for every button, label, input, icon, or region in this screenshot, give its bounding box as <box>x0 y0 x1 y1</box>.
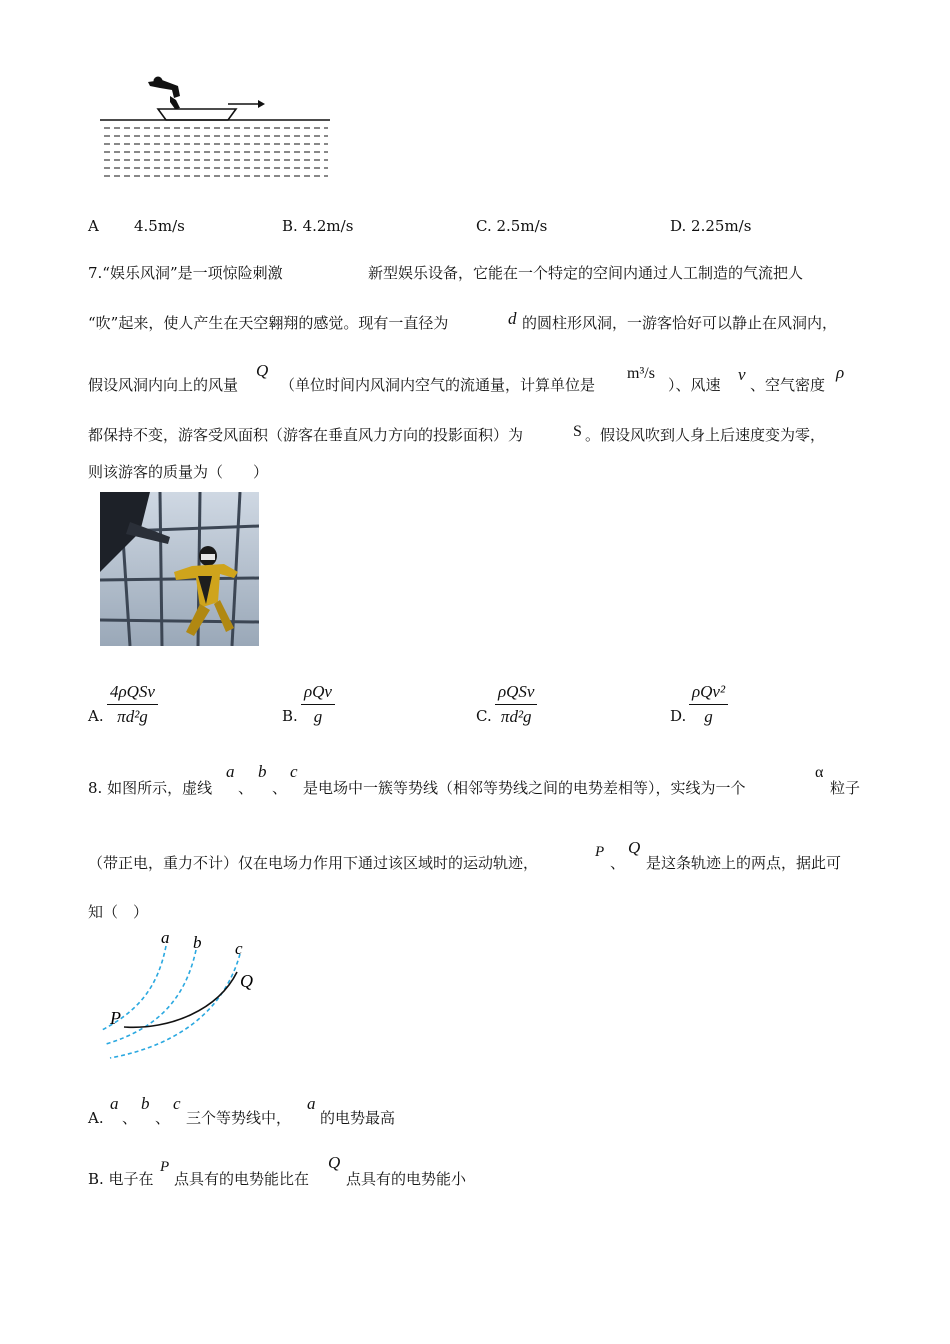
q8-opt-b-text2: 点具有的电势能小 <box>346 1170 467 1188</box>
q6-option-c: C. 2.5m/s <box>476 217 548 235</box>
wind-tunnel-photo <box>100 492 259 646</box>
q8-opt-a-sep1: 、 <box>122 1109 138 1127</box>
q7-option-a-fraction: 4ρQSv πd²g <box>107 682 158 727</box>
q8-opt-b-sym-P: P <box>160 1159 170 1175</box>
symbol-S: S <box>573 423 582 440</box>
label-b: b <box>193 933 202 952</box>
q7-line2b: 的圆柱形风洞，一游客恰好可以静止在风洞内， <box>522 314 838 332</box>
label-Q: Q <box>240 971 253 991</box>
symbol-c: c <box>290 762 298 781</box>
q7-option-b-fraction: ρQv g <box>301 682 335 727</box>
q7-option-d-fraction: ρQv² g <box>689 682 728 727</box>
q7-line1b: 新型娱乐设备，它能在一个特定的空间内通过人工制造的气流把人 <box>368 264 804 282</box>
label-c: c <box>235 939 243 958</box>
label-a: a <box>161 928 170 947</box>
q7-line3a: 假设风洞内向上的风量 <box>88 376 239 394</box>
trajectory-line <box>124 972 237 1027</box>
q8-line1a: 8. 如图所示，虚线 <box>88 779 213 797</box>
q8-line2b: 是这条轨迹上的两点，据此可 <box>646 854 842 872</box>
symbol-rho: ρ <box>836 363 845 382</box>
q7-line3c: ）、风速 <box>668 376 721 394</box>
sep-1: 、 <box>238 779 254 797</box>
q8-option-b-label: B. 电子在 <box>88 1170 154 1188</box>
q7-line2a: “吹”起来，使人产生在天空翱翔的感觉。现有一直径为 <box>88 314 449 332</box>
symbol-alpha: α <box>815 764 824 781</box>
q7-line4b: 。假设风吹到人身上后速度变为零， <box>585 426 826 444</box>
q8-line3: 知（ ） <box>88 903 149 921</box>
equipotential-line-b <box>106 950 196 1044</box>
q6-option-a-value: 4.5m/s <box>134 217 185 235</box>
sep-2: 、 <box>272 779 288 797</box>
q8-opt-a-text2: 的电势最高 <box>320 1109 396 1127</box>
equipotential-line-c <box>110 954 240 1058</box>
symbol-Q-2: Q <box>628 838 641 857</box>
q7-line4a: 都保持不变，游客受风面积（游客在垂直风力方向的投影面积）为 <box>88 426 524 444</box>
q7-option-d-label: D. <box>670 707 687 725</box>
sep-3: 、 <box>610 854 626 872</box>
unit-m3-per-s: m³/s <box>627 365 655 382</box>
q7-line3d: 、空气密度 <box>750 376 826 394</box>
symbol-b: b <box>258 762 267 781</box>
q8-opt-a-sym-b: b <box>141 1094 150 1113</box>
q8-option-a-label: A. <box>88 1109 104 1127</box>
q7-option-c-fraction: ρQSv πd²g <box>495 682 537 727</box>
boat-diver-figure <box>100 72 335 187</box>
q8-opt-b-sym-Q: Q <box>328 1153 341 1172</box>
q8-opt-b-text1: 点具有的电势能比在 <box>174 1170 310 1188</box>
symbol-d: d <box>508 309 517 328</box>
q8-opt-a-sym-c: c <box>173 1094 181 1113</box>
q8-opt-a-sym-a: a <box>110 1094 119 1113</box>
diver-icon <box>148 77 180 110</box>
q8-line1b: 是电场中一簇等势线（相邻等势线之间的电势差相等），实线为一个 <box>303 779 746 797</box>
label-P: P <box>110 1008 121 1028</box>
q6-option-a: A <box>88 217 99 235</box>
symbol-a: a <box>226 762 235 781</box>
q8-opt-a-text1: 三个等势线中， <box>186 1109 292 1127</box>
q8-line1c: 粒子 <box>830 779 861 797</box>
symbol-v: v <box>738 365 746 384</box>
q8-line2a: （带正电，重力不计）仅在电场力作用下通过该区域时的运动轨迹， <box>88 854 539 872</box>
symbol-P: P <box>595 844 605 860</box>
equipotential-figure <box>100 926 270 1066</box>
q7-option-a-label: A. <box>88 707 104 725</box>
q7-option-c-label: C. <box>476 707 492 725</box>
q7-line5: 则该游客的质量为（ ） <box>88 463 269 481</box>
symbol-Q: Q <box>256 361 269 380</box>
boat-shape <box>158 109 236 120</box>
q8-opt-a-sym-a2: a <box>307 1094 316 1113</box>
q6-option-b: B. 4.2m/s <box>282 217 354 235</box>
q6-option-d: D. 2.25m/s <box>670 217 752 235</box>
q7-line3b: （单位时间内风洞内空气的流通量，计算单位是 <box>280 376 596 394</box>
q7-line1a: 7.“娱乐风洞”是一项惊险刺激 <box>88 264 283 282</box>
q7-option-b-label: B. <box>282 707 298 725</box>
q8-opt-a-sep2: 、 <box>155 1109 171 1127</box>
